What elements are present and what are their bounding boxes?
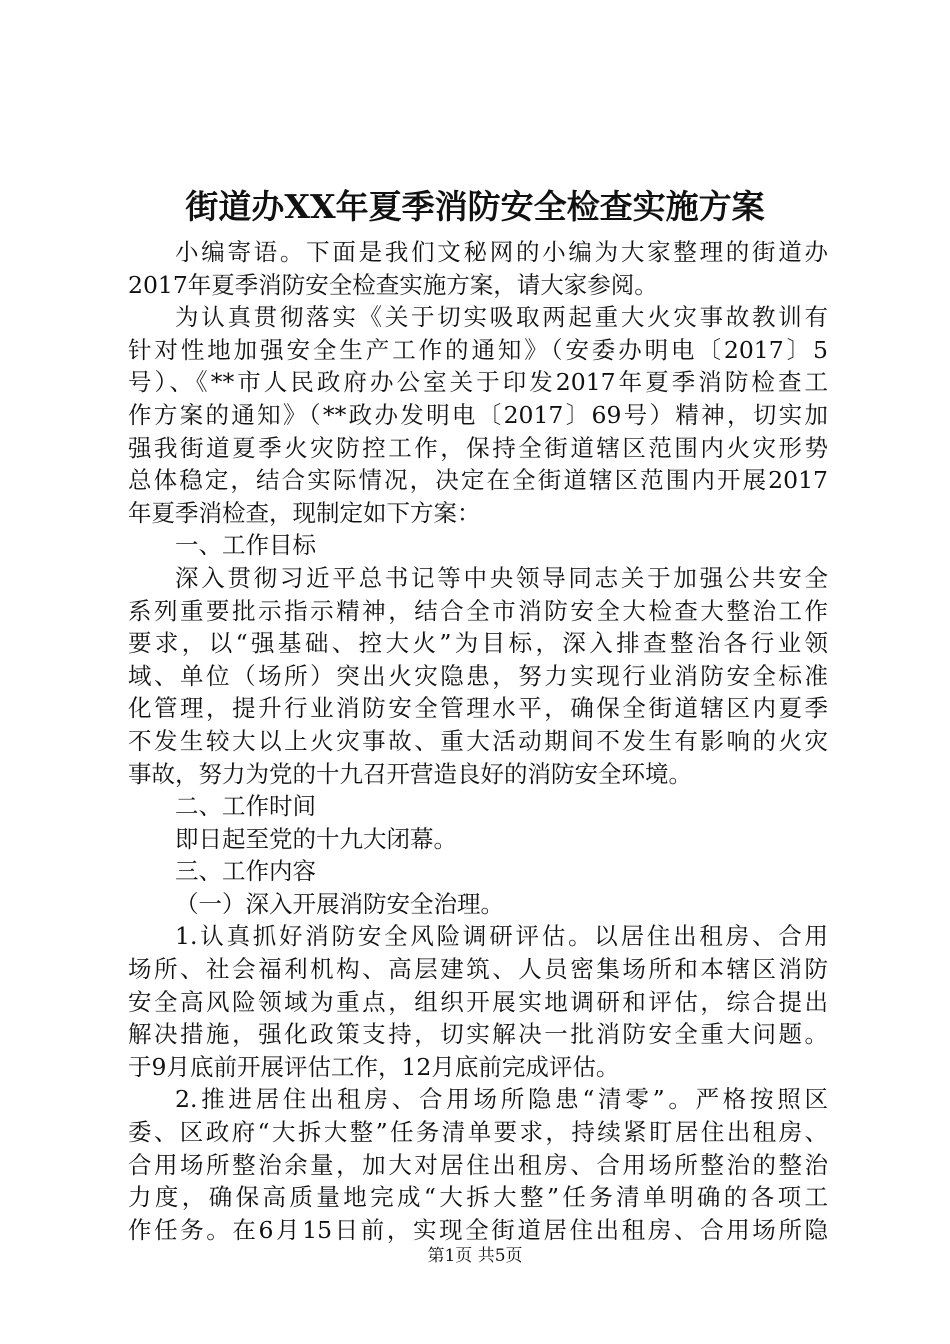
text-line: 即日起至党的十九大闭幕。	[175, 824, 457, 853]
subsection-heading: （一）深入开展消防安全治理。	[175, 889, 504, 918]
text-line: 于9月底前开展评估工作，12月底前完成评估。	[128, 1052, 620, 1081]
text-line: 为认真贯彻落实《关于切实吸取两起重大火灾事故教训有	[175, 303, 828, 332]
page-footer: 第1页 共5页	[427, 1246, 523, 1266]
text-line: 总体稳定，结合实际情况，决定在全街道辖区范围内开展2017	[128, 466, 828, 495]
text-line: 解决措施，强化政策支持，切实解决一批消防安全重大问题。	[128, 1020, 828, 1049]
section-heading: 二、工作时间	[175, 792, 316, 821]
text-line: 深入贯彻习近平总书记等中央领导同志关于加强公共安全	[175, 563, 828, 592]
text-line: 合用场所整治余量，加大对居住出租房、合用场所整治的整治	[128, 1150, 828, 1179]
text-line: 强我街道夏季火灾防控工作，保持全街道辖区范围内火灾形势	[128, 433, 828, 462]
text-line: 2.推进居住出租房、合用场所隐患“清零”。严格按照区	[175, 1085, 828, 1114]
text-line: 小编寄语。下面是我们文秘网的小编为大家整理的街道办	[175, 238, 828, 266]
text-line: 场所、社会福利机构、高层建筑、人员密集场所和本辖区消防	[128, 955, 828, 984]
text-line: 针对性地加强安全生产工作的通知》（安委办明电〔2017〕5	[128, 335, 828, 364]
text-line: 1.认真抓好消防安全风险调研评估。以居住出租房、合用	[175, 922, 828, 951]
text-line: 域、单位（场所）突出火灾隐患，努力实现行业消防安全标准	[128, 661, 828, 690]
document-body	[128, 236, 828, 1246]
text-line: 化管理，提升行业消防安全管理水平，确保全街道辖区内夏季	[128, 694, 828, 723]
text-line: 安全高风险领域为重点，组织开展实地调研和评估，综合提出	[128, 987, 828, 1016]
text-line: 不发生较大以上火灾事故、重大活动期间不发生有影响的火灾	[128, 726, 828, 755]
text-line: 系列重要批示指示精神，结合全市消防安全大检查大整治工作	[128, 596, 828, 625]
text-line: 年夏季消检查，现制定如下方案：	[128, 498, 481, 527]
text-line: 事故，努力为党的十九召开营造良好的消防安全环境。	[128, 759, 692, 788]
text-line: 要求，以“强基础、控大火”为目标，深入排查整治各行业领	[128, 629, 828, 658]
text-line: 2017年夏季消防安全检查实施方案，请大家参阅。	[128, 270, 658, 299]
document-title: 街道办XX年夏季消防安全检查实施方案	[185, 187, 765, 226]
text-line: 号）、《**市人民政府办公室关于印发2017年夏季消防检查工	[128, 368, 828, 397]
text-line: 委、区政府“大拆大整”任务清单要求，持续紧盯居住出租房、	[128, 1118, 828, 1147]
section-heading: 三、工作内容	[175, 857, 316, 886]
section-heading: 一、工作目标	[175, 531, 316, 560]
text-line: 作任务。在6月15日前，实现全街道居住出租房、合用场所隐	[128, 1215, 828, 1244]
text-line: 力度，确保高质量地完成“大拆大整”任务清单明确的各项工	[128, 1183, 828, 1212]
text-line: 作方案的通知》（**政办发明电〔2017〕69号）精神，切实加	[128, 400, 828, 429]
